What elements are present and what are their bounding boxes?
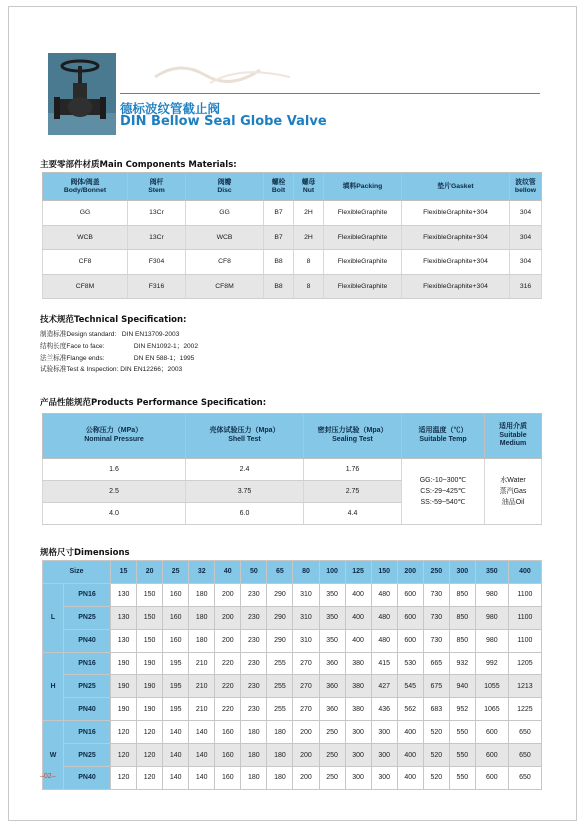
table-cell: 180 (189, 606, 215, 629)
table-cell: 190 (137, 652, 163, 675)
table-cell: B7 (264, 225, 294, 250)
table-cell: 290 (267, 583, 293, 606)
col-bolt: 螺栓 Bolt (264, 173, 294, 201)
performance-header-row (43, 414, 542, 459)
table-cell: 550 (449, 744, 475, 767)
table-cell: 850 (449, 583, 475, 606)
valve-photo (48, 53, 116, 135)
table-cell: 304 (510, 250, 542, 275)
table-cell: 1.76 (304, 459, 402, 481)
pressure-class-label: PN40 (64, 629, 111, 652)
table-cell: FlexibleGraphite+304 (402, 225, 510, 250)
table-cell: 400 (397, 744, 423, 767)
table-cell: 190 (111, 652, 137, 675)
temperature-cell: GG:-10~300℃ CS:-29~425℃ SS:-59~540℃ (402, 459, 485, 525)
spec-value: DIN EN13709-2003 (121, 331, 180, 338)
table-cell: 190 (137, 675, 163, 698)
size-header-cell: 50 (241, 561, 267, 584)
table-cell: 130 (111, 583, 137, 606)
pressure-class-label: PN25 (64, 675, 111, 698)
table-row (43, 721, 542, 744)
table-cell: 380 (345, 698, 371, 721)
pressure-class-label: PN25 (64, 606, 111, 629)
size-header-cell: 20 (137, 561, 163, 584)
table-cell: 380 (345, 652, 371, 675)
size-header-cell: 100 (319, 561, 345, 584)
table-cell: 200 (293, 744, 319, 767)
table-cell: 180 (267, 721, 293, 744)
table-cell: 4.0 (43, 503, 186, 525)
table-cell: 2H (294, 201, 324, 226)
table-cell: 290 (267, 606, 293, 629)
table-cell: 600 (475, 721, 508, 744)
table-cell: 120 (137, 744, 163, 767)
spec-line (40, 353, 198, 365)
table-cell: 230 (241, 652, 267, 675)
col-suitable-medium: 适用介质 Suitable Medium (485, 414, 542, 459)
table-cell: 160 (163, 629, 189, 652)
spec-label: 结构长度Face to face: (40, 342, 105, 350)
table-row (43, 225, 542, 250)
table-cell: 230 (241, 606, 267, 629)
table-cell: 150 (137, 629, 163, 652)
size-header-cell: 80 (293, 561, 319, 584)
table-cell: 550 (449, 721, 475, 744)
table-cell: 180 (267, 767, 293, 790)
table-row (43, 652, 542, 675)
table-cell: 130 (111, 629, 137, 652)
table-cell: 270 (293, 698, 319, 721)
table-cell: B7 (264, 201, 294, 226)
table-cell: 120 (111, 744, 137, 767)
table-cell: 730 (423, 583, 449, 606)
table-cell: FlexibleGraphite (324, 225, 402, 250)
watermark-graphic (150, 55, 300, 85)
table-cell: 255 (267, 675, 293, 698)
table-cell: 932 (449, 652, 475, 675)
table-cell: 230 (241, 583, 267, 606)
performance-section-title: 产品性能规范Products Performance Specification: (40, 398, 267, 408)
table-cell: 195 (163, 675, 189, 698)
table-cell: 210 (189, 698, 215, 721)
table-cell: 730 (423, 629, 449, 652)
table-cell: 270 (293, 652, 319, 675)
table-cell: 140 (163, 767, 189, 790)
table-cell: 400 (345, 629, 371, 652)
col-disc: 阀瓣 Disc (186, 173, 264, 201)
table-cell: 675 (423, 675, 449, 698)
table-row (43, 250, 542, 275)
size-header-cell: 300 (449, 561, 475, 584)
table-cell: 480 (371, 629, 397, 652)
table-cell: CF8 (186, 250, 264, 275)
technical-spec-list (40, 329, 198, 376)
table-cell: B8 (264, 274, 294, 299)
table-row (43, 274, 542, 299)
col-stem: 阀杆 Stem (128, 173, 186, 201)
table-cell: 190 (111, 675, 137, 698)
table-cell: 350 (319, 606, 345, 629)
table-cell: 650 (508, 744, 541, 767)
col-sealing-test: 密封压力试验（Mpa） Sealing Test (304, 414, 402, 459)
spec-line (40, 329, 198, 341)
table-cell: 2.5 (43, 481, 186, 503)
size-header-cell: 32 (189, 561, 215, 584)
dimension-group-label: L (43, 583, 64, 652)
size-header-cell: 40 (215, 561, 241, 584)
table-cell: 195 (163, 652, 189, 675)
size-header-cell: 350 (475, 561, 508, 584)
table-cell: 13Cr (128, 225, 186, 250)
table-cell: 160 (215, 744, 241, 767)
table-cell: 427 (371, 675, 397, 698)
spec-line (40, 341, 198, 353)
table-cell: 200 (215, 583, 241, 606)
technical-section-title: 技术规范Technical Specification: (40, 315, 187, 325)
table-cell: 2.75 (304, 481, 402, 503)
spec-line (40, 364, 198, 376)
table-cell: 600 (397, 629, 423, 652)
size-header-cell: 250 (423, 561, 449, 584)
col-gasket: 垫片Gasket (402, 173, 510, 201)
table-cell: 140 (189, 767, 215, 790)
table-cell: 120 (137, 721, 163, 744)
table-cell: GG (43, 201, 128, 226)
table-cell: 230 (241, 629, 267, 652)
table-row (43, 629, 542, 652)
pressure-class-label: PN16 (64, 721, 111, 744)
table-cell: 350 (319, 583, 345, 606)
table-cell: 650 (508, 767, 541, 790)
table-cell: 1205 (508, 652, 541, 675)
table-cell: 300 (371, 744, 397, 767)
table-cell: FlexibleGraphite+304 (402, 250, 510, 275)
table-cell: 140 (163, 721, 189, 744)
table-cell: FlexibleGraphite (324, 201, 402, 226)
table-row (43, 606, 542, 629)
dimension-group-label: W (43, 721, 64, 790)
table-cell: 300 (345, 767, 371, 790)
materials-section-title: 主要零部件材质Main Components Materials: (40, 160, 237, 170)
table-cell: 300 (371, 721, 397, 744)
size-header-cell: 200 (397, 561, 423, 584)
table-cell: 1213 (508, 675, 541, 698)
table-cell: 520 (423, 767, 449, 790)
table-cell: 730 (423, 606, 449, 629)
table-cell: 8 (294, 250, 324, 275)
table-cell: 250 (319, 744, 345, 767)
table-cell: F304 (128, 250, 186, 275)
table-cell: 120 (137, 767, 163, 790)
table-cell: CF8M (43, 274, 128, 299)
table-cell: 210 (189, 675, 215, 698)
table-cell: 304 (510, 225, 542, 250)
product-title-cn: 德标波纹管截止阀 (120, 101, 221, 116)
table-cell: 180 (241, 721, 267, 744)
table-cell: 180 (267, 744, 293, 767)
table-cell: 1055 (475, 675, 508, 698)
table-cell: 220 (215, 698, 241, 721)
table-cell: 140 (189, 721, 215, 744)
table-cell: 150 (137, 583, 163, 606)
table-cell: 550 (449, 767, 475, 790)
table-cell: 952 (449, 698, 475, 721)
table-cell: 360 (319, 652, 345, 675)
dimensions-section-title: 规格尺寸Dimensions (40, 548, 130, 558)
table-cell: 230 (241, 698, 267, 721)
table-row (43, 459, 542, 481)
spec-value: DIN EN1092-1；2002 (133, 342, 198, 350)
table-cell: FlexibleGraphite+304 (402, 201, 510, 226)
table-cell: 200 (215, 629, 241, 652)
table-cell: 160 (163, 606, 189, 629)
table-cell: 1100 (508, 583, 541, 606)
table-cell: 180 (189, 629, 215, 652)
table-row (43, 201, 542, 226)
table-row (43, 583, 542, 606)
table-cell: 120 (111, 721, 137, 744)
pressure-class-label: PN25 (64, 744, 111, 767)
table-cell: 980 (475, 583, 508, 606)
table-cell: 310 (293, 583, 319, 606)
table-cell: CF8 (43, 250, 128, 275)
table-cell: 200 (293, 767, 319, 790)
table-cell: 4.4 (304, 503, 402, 525)
table-cell: 530 (397, 652, 423, 675)
table-cell: 250 (319, 721, 345, 744)
table-cell: 250 (319, 767, 345, 790)
table-cell: 1100 (508, 606, 541, 629)
col-body-bonnet: 阀体/阀盖 Body/Bonnet (43, 173, 128, 201)
table-cell: 310 (293, 606, 319, 629)
table-cell: 120 (111, 767, 137, 790)
table-cell: 360 (319, 675, 345, 698)
table-cell: 220 (215, 675, 241, 698)
table-cell: FlexibleGraphite+304 (402, 274, 510, 299)
table-cell: 415 (371, 652, 397, 675)
table-cell: 310 (293, 629, 319, 652)
spec-label: 制造标准Design standard: (40, 331, 117, 338)
table-cell: FlexibleGraphite (324, 250, 402, 275)
table-cell: 290 (267, 629, 293, 652)
col-nominal-pressure: 公称压力（MPa） Nominal Pressure (43, 414, 186, 459)
dimension-group-label: H (43, 652, 64, 721)
table-cell: CF8M (186, 274, 264, 299)
table-cell: 180 (189, 583, 215, 606)
table-cell: 140 (163, 744, 189, 767)
table-cell: 436 (371, 698, 397, 721)
pressure-class-label: PN40 (64, 767, 111, 790)
table-cell: B8 (264, 250, 294, 275)
dimensions-table (42, 560, 542, 790)
performance-table (42, 413, 542, 525)
table-cell: 1065 (475, 698, 508, 721)
table-cell: 160 (163, 583, 189, 606)
header-rule (120, 93, 540, 94)
size-header: Size (43, 561, 111, 584)
table-cell: 195 (163, 698, 189, 721)
size-header-cell: 25 (163, 561, 189, 584)
table-cell: 220 (215, 652, 241, 675)
table-cell: 650 (508, 721, 541, 744)
size-header-cell: 65 (267, 561, 293, 584)
table-cell: WCB (43, 225, 128, 250)
table-cell: 230 (241, 675, 267, 698)
table-cell: 316 (510, 274, 542, 299)
table-cell: F316 (128, 274, 186, 299)
table-cell: 350 (319, 629, 345, 652)
pressure-class-label: PN40 (64, 698, 111, 721)
table-cell: 850 (449, 606, 475, 629)
table-cell: 255 (267, 652, 293, 675)
size-header-cell: 150 (371, 561, 397, 584)
materials-header-row (43, 173, 542, 201)
table-cell: 6.0 (186, 503, 304, 525)
spec-label: 法兰标准Flange ends: (40, 354, 105, 362)
table-cell: 600 (397, 583, 423, 606)
table-cell: 980 (475, 606, 508, 629)
table-cell: 180 (241, 744, 267, 767)
table-cell: 400 (397, 721, 423, 744)
table-cell: 300 (371, 767, 397, 790)
table-cell: 300 (345, 721, 371, 744)
table-cell: GG (186, 201, 264, 226)
table-cell: 992 (475, 652, 508, 675)
table-cell: 1100 (508, 629, 541, 652)
spec-value: DIN EN12266；2003 (120, 366, 183, 374)
table-cell: 400 (345, 606, 371, 629)
table-cell: 360 (319, 698, 345, 721)
table-cell: 8 (294, 274, 324, 299)
spec-value: DN EN 588-1；1995 (133, 354, 195, 362)
table-cell: 520 (423, 721, 449, 744)
table-cell: 1225 (508, 698, 541, 721)
table-cell: 520 (423, 744, 449, 767)
table-cell: 545 (397, 675, 423, 698)
table-cell: 1.6 (43, 459, 186, 481)
col-bellow: 波纹管 bellow (510, 173, 542, 201)
table-cell: 160 (215, 721, 241, 744)
table-cell: 380 (345, 675, 371, 698)
medium-cell: 水Water 蒸汽Gas 油品Oil (485, 459, 542, 525)
table-cell: 2.4 (186, 459, 304, 481)
table-cell: 400 (345, 583, 371, 606)
table-row (43, 675, 542, 698)
pressure-class-label: PN16 (64, 583, 111, 606)
size-header-cell: 400 (508, 561, 541, 584)
col-packing: 填料Packing (324, 173, 402, 201)
dimensions-header-row (43, 561, 542, 584)
col-suitable-temp: 适用温度（℃） Suitable Temp (402, 414, 485, 459)
size-header-cell: 125 (345, 561, 371, 584)
table-cell: 150 (137, 606, 163, 629)
product-title-en: DIN Bellow Seal Globe Valve (120, 114, 327, 129)
table-cell: 665 (423, 652, 449, 675)
table-cell: 160 (215, 767, 241, 790)
table-cell: 190 (111, 698, 137, 721)
table-row (43, 767, 542, 790)
size-header-cell: 15 (111, 561, 137, 584)
table-cell: 400 (397, 767, 423, 790)
table-cell: 270 (293, 675, 319, 698)
table-cell: 140 (189, 744, 215, 767)
col-shell-test: 壳体试验压力（Mpa） Shell Test (186, 414, 304, 459)
table-cell: 190 (137, 698, 163, 721)
materials-table (42, 172, 542, 299)
table-cell: 600 (475, 744, 508, 767)
table-cell: FlexibleGraphite (324, 274, 402, 299)
table-cell: 200 (215, 606, 241, 629)
table-cell: 480 (371, 606, 397, 629)
table-cell: 304 (510, 201, 542, 226)
table-cell: 480 (371, 583, 397, 606)
table-cell: 255 (267, 698, 293, 721)
table-cell: 562 (397, 698, 423, 721)
table-cell: 600 (397, 606, 423, 629)
table-cell: 210 (189, 652, 215, 675)
table-row (43, 744, 542, 767)
table-cell: 2H (294, 225, 324, 250)
table-cell: 683 (423, 698, 449, 721)
table-cell: 300 (345, 744, 371, 767)
table-cell: 13Cr (128, 201, 186, 226)
table-cell: 850 (449, 629, 475, 652)
table-cell: 940 (449, 675, 475, 698)
table-cell: WCB (186, 225, 264, 250)
col-nut: 螺母 Nut (294, 173, 324, 201)
table-cell: 200 (293, 721, 319, 744)
table-cell: 130 (111, 606, 137, 629)
table-cell: 180 (241, 767, 267, 790)
pressure-class-label: PN16 (64, 652, 111, 675)
page-number: –02– (40, 773, 56, 780)
table-row (43, 698, 542, 721)
table-cell: 3.75 (186, 481, 304, 503)
table-cell: 980 (475, 629, 508, 652)
spec-label: 试验标准Test & Inspection: (40, 366, 119, 374)
table-cell: 600 (475, 767, 508, 790)
